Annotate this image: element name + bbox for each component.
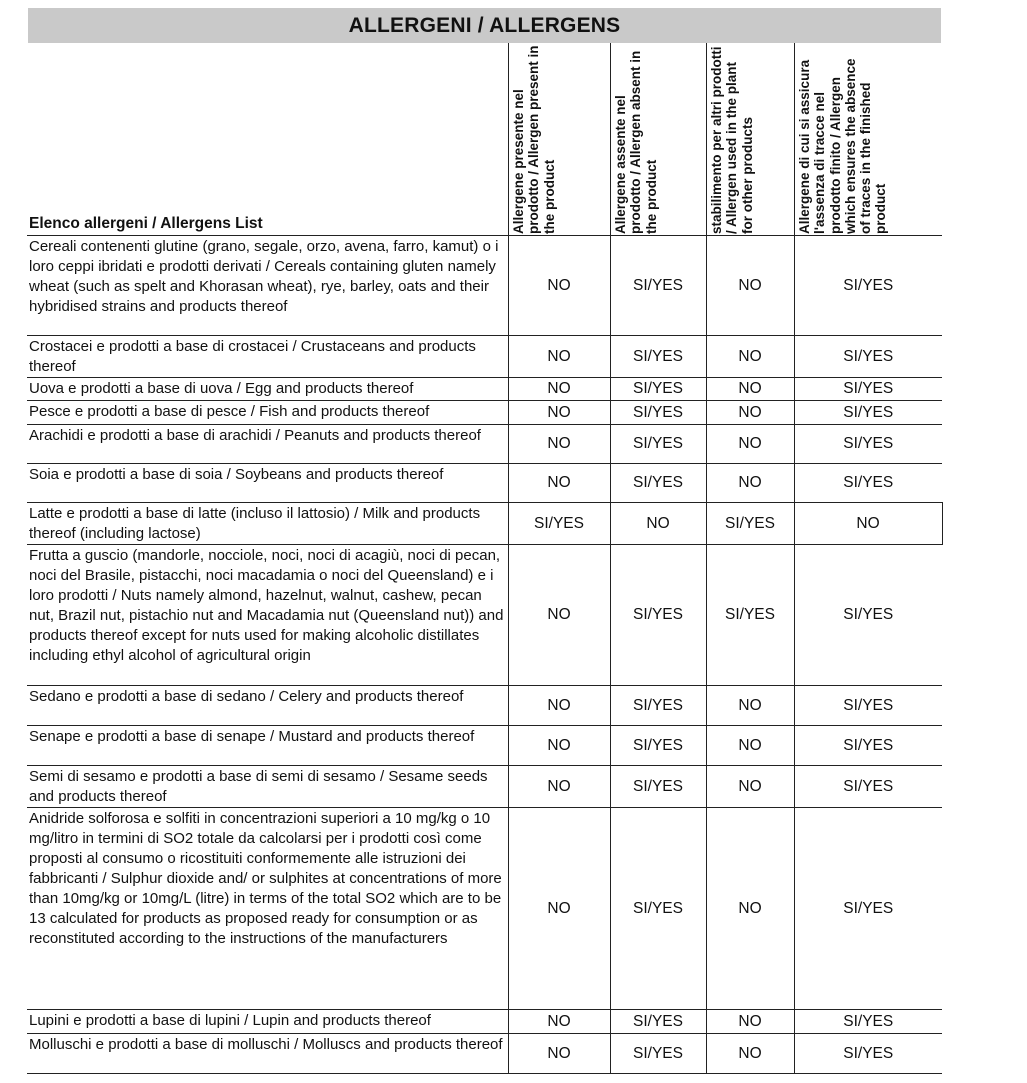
plant-cell: NO [706, 808, 794, 1010]
traces-cell: SI/YES [794, 378, 942, 401]
absent-cell: SI/YES [610, 236, 706, 336]
plant-cell: SI/YES [706, 503, 794, 545]
table-row [27, 808, 942, 1010]
present-cell: NO [508, 378, 610, 401]
allergen-name: Semi di sesamo e prodotti a base di semi di sesamo / Sesame seeds and products thereof [27, 766, 508, 808]
plant-cell: NO [706, 464, 794, 503]
plant-cell: NO [706, 1010, 794, 1034]
plant-cell: NO [706, 726, 794, 766]
allergen-name: Latte e prodotti a base di latte (incluso il lattosio) / Milk and products thereof (including lactose) [27, 503, 508, 545]
traces-cell: SI/YES [794, 766, 942, 808]
allergen-name: Molluschi e prodotti a base di molluschi / Molluscs and products thereof [27, 1034, 508, 1074]
traces-cell: SI/YES [794, 464, 942, 503]
absent-cell: SI/YES [610, 686, 706, 726]
absent-cell: SI/YES [610, 336, 706, 378]
table-row [27, 1010, 942, 1034]
plant-cell: NO [706, 336, 794, 378]
table-row [27, 726, 942, 766]
absent-cell: SI/YES [610, 808, 706, 1010]
absent-cell: SI/YES [610, 545, 706, 686]
plant-cell: SI/YES [706, 545, 794, 686]
column-header-traces [794, 43, 942, 236]
allergen-name: Crostacei e prodotti a base di crostacei / Crustaceans and products thereof [27, 336, 508, 378]
table-row [27, 686, 942, 726]
allergen-name: Anidride solforosa e solfiti in concentrazioni superiori a 10 mg/kg o 10 mg/litro in termini di SO2 totale da calcolarsi per i prodotti così come proposti al consumo o ricostituiti conformemente alle istruzioni dei fabbricanti / Sulphur dioxide and/ or sulphites at concentrations of more than 10mg/kg or 10mg/L (litre) in terms of the total SO2 which are to be 13 calculated for products as proposed ready for consumption or as reconstituted according to the instructions of the manufacturers [27, 808, 508, 1010]
table-row [27, 503, 942, 545]
present-cell: NO [508, 336, 610, 378]
allergen-name: Arachidi e prodotti a base di arachidi / Peanuts and products thereof [27, 425, 508, 464]
allergen-name: Soia e prodotti a base di soia / Soybeans and products thereof [27, 464, 508, 503]
table-row [27, 1034, 942, 1074]
column-header-present-label: Allergene presente nel prodotto / Allergen present in the product [510, 45, 557, 234]
absent-cell: SI/YES [610, 425, 706, 464]
traces-cell: NO [794, 503, 942, 545]
traces-cell: SI/YES [794, 425, 942, 464]
present-cell: NO [508, 726, 610, 766]
absent-cell: SI/YES [610, 1010, 706, 1034]
absent-cell: SI/YES [610, 726, 706, 766]
table-row [27, 401, 942, 425]
traces-cell: SI/YES [794, 686, 942, 726]
allergen-name: Lupini e prodotti a base di lupini / Lupin and products thereof [27, 1010, 508, 1034]
allergen-name: Pesce e prodotti a base di pesce / Fish and products thereof [27, 401, 508, 425]
traces-cell: SI/YES [794, 1034, 942, 1074]
present-cell: NO [508, 1034, 610, 1074]
present-cell: NO [508, 236, 610, 336]
page-title: ALLERGENI / ALLERGENS [28, 8, 941, 43]
present-cell: NO [508, 545, 610, 686]
present-cell: SI/YES [508, 503, 610, 545]
traces-cell: SI/YES [794, 726, 942, 766]
absent-cell: SI/YES [610, 401, 706, 425]
allergen-name: Sedano e prodotti a base di sedano / Celery and products thereof [27, 686, 508, 726]
absent-cell: SI/YES [610, 1034, 706, 1074]
plant-cell: NO [706, 686, 794, 726]
table-row [27, 545, 942, 686]
column-header-traces-label: Allergene di cui si assicura l'assenza di tracce nel prodotto finito / Allergen which ensures the absence of traces in the finished product [796, 58, 888, 234]
absent-cell: NO [610, 503, 706, 545]
column-header-absent [610, 43, 706, 236]
plant-cell: NO [706, 1034, 794, 1074]
traces-cell: SI/YES [794, 401, 942, 425]
absent-cell: SI/YES [610, 464, 706, 503]
table-row [27, 425, 942, 464]
allergen-name: Uova e prodotti a base di uova / Egg and products thereof [27, 378, 508, 401]
absent-cell: SI/YES [610, 766, 706, 808]
allergen-name: Cereali contenenti glutine (grano, segale, orzo, avena, farro, kamut) o i loro ceppi ibridati e prodotti derivati / Cereals containing gluten namely wheat (such as spelt and Khorasan wheat), rye, barley, oats and their hybridised strains and products thereof [27, 236, 508, 336]
allergen-name: Frutta a guscio (mandorle, nocciole, noci, noci di acagiù, noci di pecan, noci del Brasile, pistacchi, noci macadamia o noci del Queensland) e i loro prodotti / Nuts namely almond, hazelnut, walnut, cashew, pecan nut, Brazil nut, pistachio nut and Macadamia nut (Queensland nut)) and products thereof except for nuts used for making alcoholic distillates including ethyl alcohol of agricultural origin [27, 545, 508, 686]
table-row [27, 236, 942, 336]
table-row [27, 378, 942, 401]
plant-cell: NO [706, 425, 794, 464]
table-row [27, 766, 942, 808]
plant-cell: NO [706, 378, 794, 401]
table-row [27, 336, 942, 378]
traces-cell: SI/YES [794, 236, 942, 336]
column-header-plant-label: stabilimento per altri prodotti / Allergen used in the plant for other products [708, 46, 755, 234]
column-header-absent-label: Allergene assente nel prodotto / Allergen absent in the product [612, 50, 659, 234]
allergen-name: Senape e prodotti a base di senape / Mustard and products thereof [27, 726, 508, 766]
plant-cell: NO [706, 766, 794, 808]
absent-cell: SI/YES [610, 378, 706, 401]
column-header-plant [706, 43, 794, 236]
plant-cell: NO [706, 236, 794, 336]
table-row [27, 464, 942, 503]
plant-cell: NO [706, 401, 794, 425]
traces-cell: SI/YES [794, 336, 942, 378]
allergens-table [27, 43, 943, 1074]
traces-cell: SI/YES [794, 1010, 942, 1034]
present-cell: NO [508, 766, 610, 808]
present-cell: NO [508, 1010, 610, 1034]
header-row [27, 43, 942, 236]
present-cell: NO [508, 425, 610, 464]
present-cell: NO [508, 686, 610, 726]
present-cell: NO [508, 464, 610, 503]
traces-cell: SI/YES [794, 545, 942, 686]
column-header-present [508, 43, 610, 236]
present-cell: NO [508, 401, 610, 425]
allergens-list-header: Elenco allergeni / Allergens List [27, 43, 508, 236]
traces-cell: SI/YES [794, 808, 942, 1010]
present-cell: NO [508, 808, 610, 1010]
